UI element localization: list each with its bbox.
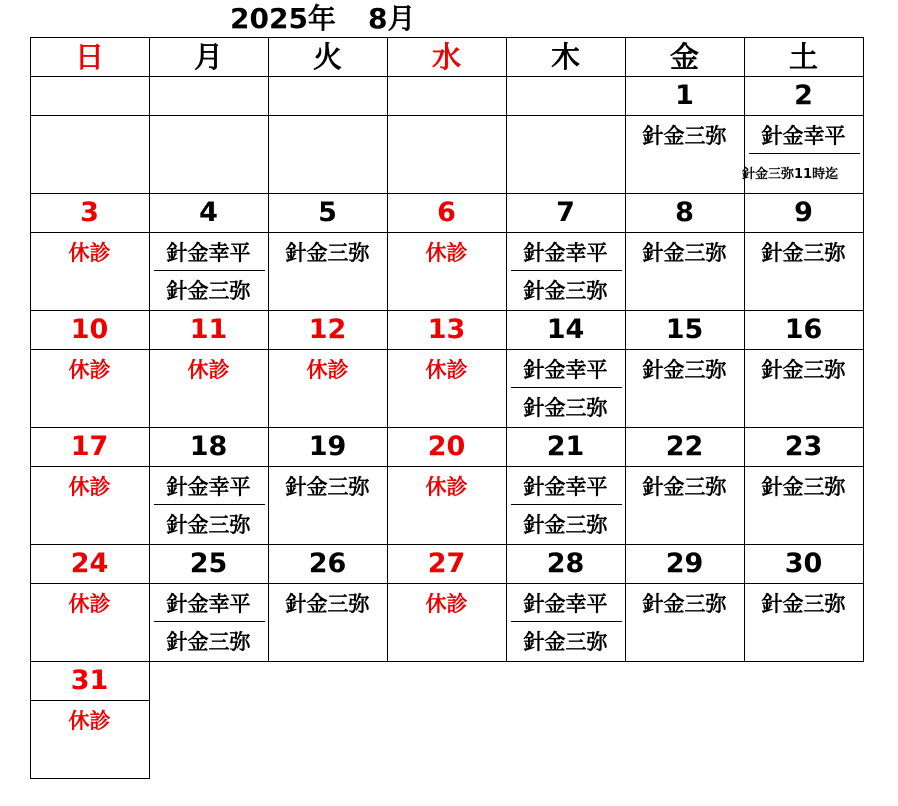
weekday-header: 火 [312,40,342,74]
day-number: 29 [665,548,704,579]
day-number: 10 [70,314,109,345]
doctor-entry: 針金三弥 [166,513,251,537]
doctor-entry: 針金幸平 [523,358,608,382]
title-year: 2025年 [230,2,336,35]
doctor-entry: 針金三弥 [642,592,727,616]
day-number: 17 [70,431,109,462]
day-number: 13 [427,314,466,345]
day-number: 23 [784,431,823,462]
weekday-header: 水 [431,40,461,74]
grid-line [30,466,864,467]
grid-line [30,778,150,779]
day-number: 24 [70,548,109,579]
doctor-entry: 休診 [68,358,111,382]
doctor-entry: 針金幸平 [166,241,251,265]
day-number: 9 [794,197,813,228]
day-number: 18 [189,431,228,462]
entry-divider [154,621,265,622]
weekday-header: 木 [550,40,580,74]
doctor-entry: 針金三弥 [642,124,727,148]
day-number: 19 [308,431,347,462]
day-number: 8 [675,197,694,228]
schedule-note: 針金三弥11時迄 [742,167,839,182]
doctor-entry: 針金三弥 [285,241,370,265]
day-number: 22 [665,431,704,462]
doctor-entry: 休診 [68,709,111,733]
doctor-entry: 休診 [425,592,468,616]
doctor-entry: 休診 [425,241,468,265]
grid-line [30,700,150,701]
grid-line [30,37,864,38]
entry-divider [154,504,265,505]
weekday-header: 月 [193,40,223,74]
doctor-entry: 休診 [425,358,468,382]
entry-divider [511,270,622,271]
entry-divider [154,270,265,271]
doctor-entry: 休診 [68,241,111,265]
day-number: 6 [437,197,456,228]
doctor-entry: 針金三弥 [761,241,846,265]
day-number: 21 [546,431,585,462]
day-number: 25 [189,548,228,579]
doctor-entry: 休診 [425,475,468,499]
day-number: 31 [70,665,109,696]
doctor-entry: 針金三弥 [523,513,608,537]
grid-line [30,661,864,662]
entry-divider [749,153,860,154]
weekday-header: 金 [669,40,699,74]
entry-divider [511,621,622,622]
doctor-entry: 休診 [68,475,111,499]
doctor-entry: 針金三弥 [642,241,727,265]
doctor-entry: 針金三弥 [761,592,846,616]
doctor-entry: 針金幸平 [166,592,251,616]
day-number: 2 [794,80,813,111]
grid-line [30,349,864,350]
day-number: 27 [427,548,466,579]
day-number: 14 [546,314,585,345]
doctor-entry: 針金三弥 [166,630,251,654]
doctor-entry: 針金幸平 [166,475,251,499]
day-number: 1 [675,80,694,111]
calendar-title [30,0,864,38]
day-number: 11 [189,314,228,345]
doctor-entry: 針金三弥 [523,279,608,303]
doctor-entry: 休診 [306,358,349,382]
entry-divider [511,504,622,505]
day-number: 28 [546,548,585,579]
doctor-entry: 針金三弥 [285,475,370,499]
doctor-entry: 針金三弥 [523,630,608,654]
doctor-entry: 針金幸平 [523,592,608,616]
day-number: 5 [318,197,337,228]
title-month: 8月 [368,2,416,35]
day-number: 26 [308,548,347,579]
doctor-entry: 針金三弥 [642,358,727,382]
doctor-entry: 針金三弥 [523,396,608,420]
doctor-entry: 休診 [187,358,230,382]
day-number: 20 [427,431,466,462]
grid-line [30,115,864,116]
day-number: 15 [665,314,704,345]
doctor-entry: 休診 [68,592,111,616]
weekday-header: 日 [74,40,104,74]
doctor-entry: 針金幸平 [761,124,846,148]
doctor-entry: 針金幸平 [523,475,608,499]
grid-line [30,583,864,584]
doctor-entry: 針金三弥 [761,475,846,499]
grid-line [863,37,864,661]
doctor-entry: 針金三弥 [642,475,727,499]
entry-divider [511,387,622,388]
day-number: 4 [199,197,218,228]
day-number: 3 [80,197,99,228]
calendar-grid [30,37,864,779]
day-number: 12 [308,314,347,345]
doctor-entry: 針金三弥 [285,592,370,616]
doctor-entry: 針金三弥 [761,358,846,382]
doctor-entry: 針金三弥 [166,279,251,303]
day-number: 30 [784,548,823,579]
day-number: 7 [556,197,575,228]
grid-line [30,232,864,233]
day-number: 16 [784,314,823,345]
weekday-header: 土 [788,40,818,74]
doctor-entry: 針金幸平 [523,241,608,265]
grid-line [149,661,150,778]
